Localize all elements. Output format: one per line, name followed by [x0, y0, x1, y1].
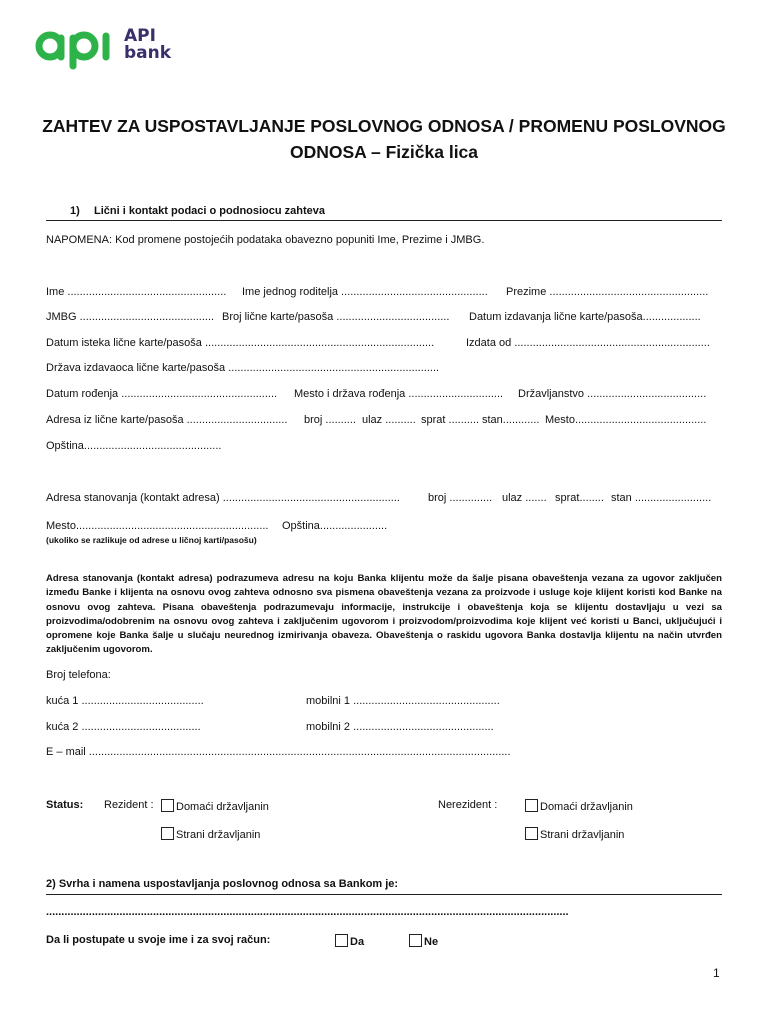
- field-drzava-izdavaoca[interactable]: Država izdavaoca lične karte/pasoša .....................................................................: [46, 362, 440, 374]
- logo-line-api: API: [124, 26, 156, 46]
- field-kuca1[interactable]: kuća 1 ........................................: [46, 695, 204, 707]
- field-kuca2[interactable]: kuća 2 .......................................: [46, 721, 201, 733]
- nerezident-domaci-checkbox[interactable]: [525, 799, 538, 812]
- field-datum-rodjenja[interactable]: Datum rođenja ...................................................: [46, 388, 278, 400]
- field-stanovanje-broj[interactable]: broj ..............: [428, 492, 493, 504]
- field-ime[interactable]: Ime ....................................................: [46, 286, 227, 298]
- rezident-strani-option[interactable]: [161, 827, 260, 841]
- document-title-line2: ODNOSA – Fizička lica: [289, 142, 479, 162]
- field-stan[interactable]: stan............: [482, 414, 540, 426]
- da-checkbox[interactable]: [335, 934, 348, 947]
- field-datum-isteka[interactable]: Datum isteka lične karte/pasoša ...........................................................................: [46, 337, 435, 349]
- rezident-domaci-checkbox[interactable]: [161, 799, 174, 812]
- field-mobilni2[interactable]: mobilni 2 ..............................................: [306, 721, 494, 733]
- address-note: (ukoliko se razlikuje od adrese u ličnoj karti/pasošu): [46, 535, 257, 545]
- document-title-line1: ZAHTEV ZA USPOSTAVLJANJE POSLOVNOG ODNOSA / PROMENU POSLOVNOG: [42, 116, 726, 136]
- field-email[interactable]: E – mail ..........................................................................................................................................: [46, 746, 511, 758]
- ne-checkbox[interactable]: [409, 934, 422, 947]
- rezident-domaci-label: Domaći državljanin: [176, 801, 269, 813]
- page-number: 1: [713, 966, 720, 980]
- field-broj[interactable]: broj ..........: [304, 414, 356, 426]
- field-izdata-od[interactable]: Izdata od ................................................................: [466, 337, 710, 349]
- field-broj-licne-karte[interactable]: Broj lične karte/pasoša .....................................: [222, 311, 450, 323]
- nerezident-domaci-label: Domaći državljanin: [540, 801, 633, 813]
- field-mobilni1[interactable]: mobilni 1 ................................................: [306, 695, 500, 707]
- field-opstina[interactable]: Opština.............................................: [46, 440, 222, 452]
- option-da[interactable]: [335, 934, 364, 948]
- ne-label: Ne: [424, 936, 439, 948]
- field-jmbg[interactable]: JMBG ............................................: [46, 311, 215, 323]
- nerezident-strani-option[interactable]: [525, 827, 624, 841]
- field-datum-izdavanja[interactable]: Datum izdavanja lične karte/pasoša...................: [469, 311, 701, 323]
- note-text: NAPOMENA: Kod promene postojećih podataka obavezno popuniti Ime, Prezime i JMBG.: [46, 234, 485, 246]
- nerezident-domaci-option[interactable]: [525, 799, 633, 813]
- address-paragraph: Adresa stanovanja (kontakt adresa) podrazumeva adresu na koju Banka klijentu može da šalje pisana obaveštenja vezana za ugovor zaključen između Banke i klijenta na osnovu ovog zahteva odnosno sva pismena obaveštenja vezana za proizvode i usluge koje klijent koristi kod Banke na osnovu ovog zahteva. Pisana obaveštenja podrazumevaju informacije, instrukcije i obaveštenja koja se klijentu dostavljaju u vezi sa proizvodima/odobrenim na osnovu ovog zahteva i zaključenim ugovorom i proizvodom/proizvodima koje klijent već koristi u Banci, uključujući i opromene koje Banka šalje u slučaju neurednog izmirivanja obaveza. Obaveštenja o raskidu ugovora Banka dostavlja klijentu na način utvrđen zaključenim ugovorom.: [46, 573, 722, 656]
- field-prezime[interactable]: Prezime ....................................................: [506, 286, 709, 298]
- field-stanovanje-sprat[interactable]: sprat........: [555, 492, 604, 504]
- field-adresa-lk[interactable]: Adresa iz lične karte/pasoša .................................: [46, 414, 288, 426]
- logo-wordmark: [124, 28, 171, 62]
- field-stanovanje-opstina[interactable]: Opština......................: [282, 520, 388, 532]
- section1-number: 1): [70, 205, 80, 217]
- field-stanovanje-mesto[interactable]: Mesto...............................................................: [46, 520, 269, 532]
- section2-heading: 2) Svrha i namena uspostavljanja poslovnog odnosa sa Bankom je:: [46, 878, 399, 890]
- phone-label: Broj telefona:: [46, 669, 111, 681]
- section1-heading: Lični i kontakt podaci o podnosiocu zahteva: [94, 205, 326, 217]
- field-stanovanje-stan[interactable]: stan .........................: [611, 492, 712, 504]
- da-label: Da: [350, 936, 365, 948]
- field-mesto-rodjenja[interactable]: Mesto i država rođenja ...............................: [294, 388, 504, 400]
- logo-line-bank: bank: [124, 43, 172, 63]
- rezident-strani-checkbox[interactable]: [161, 827, 174, 840]
- option-ne[interactable]: [409, 934, 438, 948]
- section1-rule: [46, 220, 722, 221]
- field-drzavljanstvo[interactable]: Državljanstvo .......................................: [518, 388, 707, 400]
- status-label: Status:: [46, 799, 84, 811]
- nerezident-strani-checkbox[interactable]: [525, 827, 538, 840]
- postupanje-question: Da li postupate u svoje ime i za svoj račun:: [46, 934, 271, 946]
- nerezident-label: Nerezident :: [438, 799, 498, 811]
- nerezident-strani-label: Strani državljanin: [540, 829, 625, 841]
- field-ime-roditelja[interactable]: Ime jednog roditelja ................................................: [242, 286, 488, 298]
- rezident-domaci-option[interactable]: [161, 799, 269, 813]
- field-stanovanje-ulaz[interactable]: ulaz .......: [502, 492, 547, 504]
- field-svrha[interactable]: ...........................................................................................................................................................................: [46, 906, 569, 918]
- rezident-label: Rezident :: [104, 799, 154, 811]
- rezident-strani-label: Strani državljanin: [176, 829, 261, 841]
- section2-rule: [46, 894, 722, 895]
- field-mesto[interactable]: Mesto...........................................: [545, 414, 707, 426]
- field-ulaz[interactable]: ulaz ..........: [362, 414, 416, 426]
- field-sprat[interactable]: sprat ..........: [421, 414, 480, 426]
- field-adresa-stanovanja[interactable]: Adresa stanovanja (kontakt adresa) ..........................................................: [46, 492, 400, 504]
